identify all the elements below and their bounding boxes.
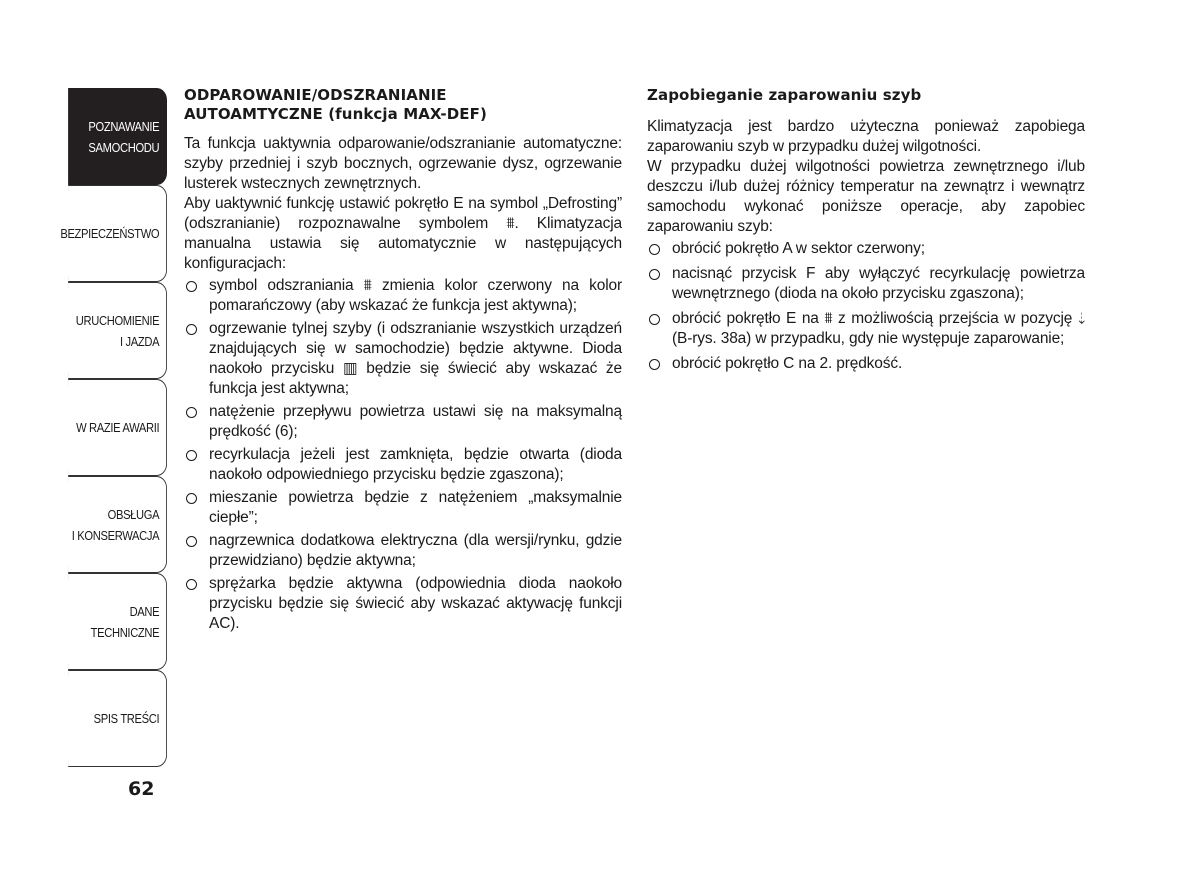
tab-spis-tresci[interactable] (68, 670, 167, 767)
list-item: recyrkulacja jeżeli jest zamknięta, będzie otwarta (dioda naokoło odpowiedniego przycisku będzie zgaszona); (184, 445, 622, 485)
tab-w-razie-awarii[interactable] (68, 379, 167, 476)
list-item: natężenie przepływu powietrza ustawi się na maksymalną prędkość (6); (184, 402, 622, 442)
section-heading (184, 86, 622, 124)
heading-line-2: AUTOAMTYCZNE (funkcja MAX-DEF) (184, 105, 487, 123)
bullet-list (184, 276, 622, 634)
right-column (647, 86, 1085, 379)
paragraph: Ta funkcja uaktywnia odparowanie/odszranianie automatyczne: szyby przedniej i szyb bocznych, ogrzewanie dysz, ogrzewanie lusterek wstecznych zewnętrznych. (184, 135, 622, 192)
list-item: nagrzewnica dodatkowa elektryczna (dla wersji/rynku, gdzie przewidziano) będzie aktywna; (184, 531, 622, 571)
paragraph: Aby uaktywnić funkcję ustawić pokrętło E na symbol „Defrosting” (odszranianie) rozpoznawalne symbolem ⩩. Klimatyzacja manualna ustawia się automatycznie w następujących konfiguracjach: (184, 195, 622, 272)
section-tabs (52, 88, 167, 767)
bullet-list (647, 239, 1085, 374)
tab-label: POZNAWANIE SAMOCHODU (88, 118, 160, 155)
tab-label: DANE TECHNICZNE (90, 603, 160, 640)
list-item: obrócić pokrętło E na ⩩ z możliwością przejścia w pozycję ⇣ (B-rys. 38a) w przypadku, gdy nie występuje zaparowanie; (647, 309, 1085, 349)
tab-bezpieczenstwo[interactable] (60, 185, 167, 282)
tab-obsluga-i-konserwacja[interactable] (68, 476, 167, 573)
tab-label: W RAZIE AWARII (76, 420, 160, 435)
tab-uruchomienie-i-jazda[interactable] (68, 282, 167, 379)
tab-label: SPIS TREŚCI (93, 711, 160, 726)
tab-label: OBSŁUGA I KONSERWACJA (71, 506, 160, 543)
left-column (184, 86, 622, 637)
paragraph: Klimatyzacja jest bardzo użyteczna ponieważ zapobiega zaparowaniu szyb w przypadku dużej wilgotności. (647, 118, 1085, 155)
list-item: symbol odszraniania ⩩ zmienia kolor czerwony na kolor pomarańczowy (aby wskazać że funkcja jest aktywna); (184, 276, 622, 316)
section-heading: Zapobieganie zaparowaniu szyb (647, 86, 922, 104)
paragraph: W przypadku dużej wilgotności powietrza zewnętrznego i/lub deszczu i/lub dużej różnicy temperatur na zewnątrz i wewnątrz samochodu wykonać poniższe operacje, aby zapobiec zaparowaniu szyb: (647, 158, 1085, 235)
list-item: obrócić pokrętło A w sektor czerwony; (647, 239, 1085, 259)
tab-label: URUCHOMIENIE I JAZDA (75, 312, 160, 349)
list-item: mieszanie powietrza będzie z natężeniem „maksymalnie ciepłe”; (184, 488, 622, 528)
list-item: sprężarka będzie aktywna (odpowiednia dioda naokoło przycisku będzie się świecić aby wskazać aktywację funkcji AC). (184, 574, 622, 634)
heading-line-1: ODPAROWANIE/ODSZRANIANIE (184, 86, 447, 104)
page-number: 62 (128, 778, 155, 800)
tab-poznawanie-samochodu[interactable] (68, 88, 167, 185)
list-item: ogrzewanie tylnej szyby (i odszranianie wszystkich urządzeń znajdujących się w samochodzie) będzie aktywne. Dioda naokoło przycisku ▥ będzie się świecić aby wskazać że funkcja jest aktywna; (184, 319, 622, 399)
list-item: nacisnąć przycisk F aby wyłączyć recyrkulację powietrza wewnętrznego (dioda na około przycisku zgaszona); (647, 264, 1085, 304)
tab-label: BEZPIECZEŃSTWO (60, 226, 160, 241)
tab-dane-techniczne[interactable] (68, 573, 167, 670)
list-item: obrócić pokrętło C na 2. prędkość. (647, 354, 1085, 374)
